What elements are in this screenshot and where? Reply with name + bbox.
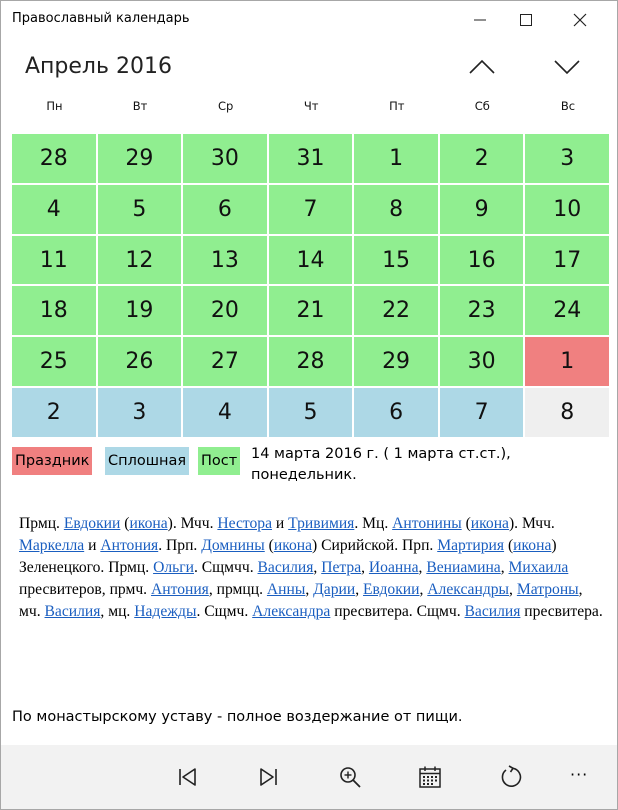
- window-title: Православный календарь: [12, 11, 190, 26]
- day-cell[interactable]: 6: [183, 185, 267, 234]
- calendar-grid: [12, 134, 609, 437]
- saints-text-segment: , мч.: [19, 581, 583, 621]
- day-cell[interactable]: 7: [269, 185, 353, 234]
- saints-text-segment: ,: [418, 559, 427, 577]
- saint-link[interactable]: икона: [513, 537, 552, 555]
- saint-link[interactable]: Вениамина: [426, 559, 501, 577]
- saints-text-segment: ,: [509, 581, 517, 599]
- saints-text-segment: (: [504, 537, 514, 555]
- maximize-button[interactable]: [503, 1, 549, 39]
- saint-link[interactable]: Надежды: [134, 603, 197, 621]
- saint-link[interactable]: Дарии: [313, 581, 356, 599]
- day-cell[interactable]: 3: [98, 388, 182, 437]
- day-cell[interactable]: 30: [440, 337, 524, 386]
- day-cell[interactable]: 10: [525, 185, 609, 234]
- saints-text-segment: . Прп.: [158, 537, 202, 555]
- day-cell[interactable]: 21: [269, 286, 353, 335]
- minimize-button[interactable]: [457, 1, 503, 39]
- chevron-down-icon: [554, 57, 580, 75]
- refresh-icon: [499, 765, 523, 789]
- saints-text-segment: пресвитера.: [520, 603, 603, 621]
- weekday-label: Вт: [132, 99, 148, 113]
- saints-text-segment: . Сщмч.: [196, 603, 253, 621]
- saint-link[interactable]: Василия: [464, 603, 521, 621]
- day-cell[interactable]: 23: [440, 286, 524, 335]
- saints-text-segment: (: [264, 537, 274, 555]
- saints-text-segment: Прмц.: [19, 515, 64, 532]
- close-icon: [573, 13, 587, 27]
- saint-link[interactable]: Михаила: [508, 559, 569, 577]
- day-cell[interactable]: 29: [98, 134, 182, 183]
- saint-link[interactable]: Матроны: [516, 581, 579, 599]
- day-cell[interactable]: 28: [269, 337, 353, 386]
- day-cell[interactable]: 2: [12, 388, 96, 437]
- saint-link[interactable]: Александры: [427, 581, 510, 599]
- day-cell[interactable]: 4: [183, 388, 267, 437]
- saints-text-segment: и: [272, 515, 289, 532]
- day-cell[interactable]: 22: [354, 286, 438, 335]
- saint-link[interactable]: Антония: [100, 537, 159, 555]
- skip-first-icon: [175, 765, 199, 789]
- saints-text-segment: . Мц.: [354, 515, 393, 532]
- day-cell[interactable]: 9: [440, 185, 524, 234]
- saints-text-segment: ,: [361, 559, 369, 577]
- calendar-icon: [418, 765, 442, 789]
- saint-link[interactable]: Иоанна: [368, 559, 419, 577]
- weekday-header: [12, 99, 609, 129]
- skip-last-icon: [257, 765, 281, 789]
- saint-link[interactable]: Василия: [44, 603, 101, 621]
- weekday-label: Вс: [560, 99, 576, 113]
- weekday-label: Пт: [389, 99, 405, 113]
- saint-link[interactable]: икона: [470, 515, 509, 532]
- saints-text-segment: ) Сирийской. Прп.: [312, 537, 438, 555]
- saint-link[interactable]: Евдокии: [63, 515, 121, 532]
- previous-month-button[interactable]: [460, 49, 504, 83]
- saints-text-segment: ,: [355, 581, 363, 599]
- day-cell[interactable]: 5: [98, 185, 182, 234]
- day-cell[interactable]: 26: [98, 337, 182, 386]
- day-cell[interactable]: 17: [525, 236, 609, 285]
- refresh-button[interactable]: [491, 757, 531, 797]
- close-button[interactable]: [557, 1, 603, 39]
- day-cell[interactable]: 11: [12, 236, 96, 285]
- day-cell[interactable]: 2: [440, 134, 524, 183]
- typikon-text: По монастырскому уставу - полное воздержание от пищи.: [12, 709, 463, 725]
- day-cell[interactable]: 16: [440, 236, 524, 285]
- day-cell[interactable]: 18: [12, 286, 96, 335]
- saint-link[interactable]: Петра: [321, 559, 362, 577]
- minimize-icon: [473, 13, 487, 27]
- weekday-line: понедельник.: [251, 467, 357, 483]
- legend-fast: Пост: [198, 447, 240, 475]
- zoom-in-icon: [338, 765, 362, 789]
- day-cell[interactable]: 24: [525, 286, 609, 335]
- chevron-up-icon: [469, 57, 495, 75]
- weekday-label: Чт: [303, 99, 319, 113]
- first-button[interactable]: [167, 757, 207, 797]
- day-cell[interactable]: 30: [183, 134, 267, 183]
- day-cell[interactable]: 12: [98, 236, 182, 285]
- day-cell[interactable]: 7: [440, 388, 524, 437]
- zoom-button[interactable]: [330, 757, 370, 797]
- saints-text-segment: ). Мчч.: [167, 515, 218, 532]
- saints-text: [19, 513, 605, 623]
- saints-text-segment: пресвитера. Сщмч.: [330, 603, 465, 621]
- saint-link[interactable]: икона: [129, 515, 168, 532]
- day-cell[interactable]: 3: [525, 134, 609, 183]
- saint-link[interactable]: Ольги: [153, 559, 194, 577]
- bottom-app-bar: [1, 745, 617, 809]
- day-cell[interactable]: 25: [12, 337, 96, 386]
- last-button[interactable]: [249, 757, 289, 797]
- saint-link[interactable]: Нестора: [217, 515, 273, 532]
- saint-link[interactable]: Антонины: [392, 515, 462, 532]
- weekday-label: Сб: [474, 99, 490, 113]
- day-cell[interactable]: 1: [525, 337, 609, 386]
- day-cell[interactable]: 6: [354, 388, 438, 437]
- selected-date-info: [251, 444, 601, 486]
- more-button[interactable]: [566, 755, 606, 795]
- saints-text-segment: . Сщмчч.: [193, 559, 258, 577]
- next-month-button[interactable]: [545, 49, 589, 83]
- day-cell[interactable]: 1: [354, 134, 438, 183]
- legend-solid: Сплошная: [105, 447, 189, 475]
- more-icon: ···: [570, 765, 589, 784]
- saint-link[interactable]: Александра: [252, 603, 331, 621]
- day-cell[interactable]: 8: [525, 388, 609, 437]
- weekday-label: Пн: [46, 99, 63, 113]
- saints-text-segment: и: [84, 537, 101, 555]
- saints-text-segment: , прмцц.: [208, 581, 267, 599]
- day-cell[interactable]: 4: [12, 185, 96, 234]
- maximize-icon: [519, 13, 533, 27]
- weekday-label: Ср: [217, 99, 234, 113]
- day-cell[interactable]: 19: [98, 286, 182, 335]
- saint-link[interactable]: Анны: [266, 581, 306, 599]
- saints-text-segment: ,: [419, 581, 428, 599]
- day-cell[interactable]: 27: [183, 337, 267, 386]
- saint-link[interactable]: Маркелла: [19, 537, 85, 555]
- saints-text-segment: пресвитеров, прмч.: [19, 581, 151, 599]
- saints-text-segment: ). Мчч.: [508, 515, 555, 532]
- saint-link[interactable]: Василия: [257, 559, 314, 577]
- saints-text-segment: (: [461, 515, 471, 532]
- legend-holiday: Праздник: [12, 447, 92, 475]
- saints-text-segment: ,: [500, 559, 509, 577]
- date-line: 14 марта 2016 г. ( 1 марта ст.ст.),: [251, 446, 511, 462]
- saint-link[interactable]: Мартирия: [437, 537, 505, 555]
- month-label: Апрель 2016: [25, 54, 172, 79]
- saint-link[interactable]: Антония: [150, 581, 209, 599]
- day-cell[interactable]: 31: [269, 134, 353, 183]
- saints-text-segment: (: [120, 515, 130, 532]
- saints-text-segment: ,: [313, 559, 322, 577]
- saint-link[interactable]: икона: [273, 537, 313, 555]
- day-cell[interactable]: 5: [269, 388, 353, 437]
- saint-link[interactable]: Домнины: [201, 537, 265, 555]
- day-cell[interactable]: 29: [354, 337, 438, 386]
- day-cell[interactable]: 15: [354, 236, 438, 285]
- saint-link[interactable]: Тривимия: [288, 515, 355, 532]
- title-bar: [1, 1, 617, 39]
- saints-text-segment: , мц.: [100, 603, 135, 621]
- day-cell[interactable]: 8: [354, 185, 438, 234]
- saints-text-segment: ) Зеленецкого. Прмц.: [19, 537, 557, 577]
- day-cell[interactable]: 13: [183, 236, 267, 285]
- saints-text-segment: ,: [305, 581, 314, 599]
- day-cell[interactable]: 20: [183, 286, 267, 335]
- calendar-button[interactable]: [410, 757, 450, 797]
- day-cell[interactable]: 28: [12, 134, 96, 183]
- day-cell[interactable]: 14: [269, 236, 353, 285]
- saint-link[interactable]: Евдокии: [363, 581, 420, 599]
